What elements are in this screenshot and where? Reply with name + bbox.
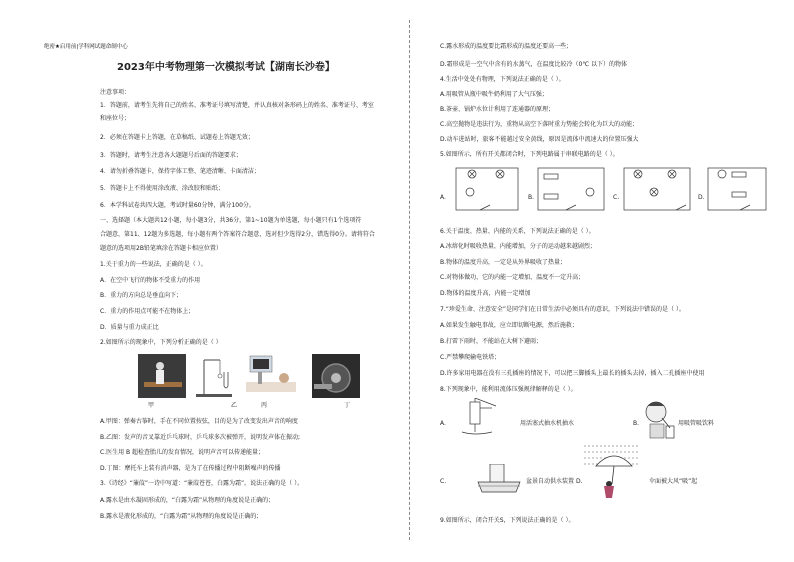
column-divider bbox=[409, 20, 410, 540]
q8-letter-a: A. bbox=[440, 420, 446, 427]
circuit-a-wire bbox=[456, 168, 518, 210]
q2-figures bbox=[138, 352, 360, 400]
note-3: 3．答题时，请考生注意各大题题号后面的答题要求； bbox=[100, 152, 242, 159]
note-4: 4．请勿折叠答题卡，保持字体工整、笔迹清晰、卡面清洁； bbox=[100, 168, 260, 175]
section1-line1: 一、选择题（本大题共12小题，每小题3分，共36分，第1~10题为单选题，每小题只有1个选项符 bbox=[100, 217, 362, 224]
guzheng-figure bbox=[138, 354, 186, 398]
note-1b: 和座位号； bbox=[100, 115, 131, 122]
q5-circuits bbox=[440, 160, 770, 216]
q8-letter-c: C. bbox=[440, 478, 447, 485]
q2-label-ding: 丁 bbox=[344, 402, 351, 409]
straw-figure bbox=[642, 398, 676, 440]
note-1a: 1．答题前，请考生先将自己的姓名、准考证号填写清楚，并认真核对条形码上的姓名、准考证号、考室 bbox=[100, 102, 374, 109]
umbrella-figure bbox=[582, 440, 642, 502]
pump-drawing bbox=[452, 398, 510, 438]
q4-stem: 4.生活中处处有物理，下列说法正确的是（ ）。 bbox=[440, 76, 565, 83]
q6-option-d: D.物体的温度升高，内能一定增加 bbox=[440, 290, 531, 297]
q7-option-a: A.如果发生触电事故，应立即切断电源，然后施救； bbox=[440, 322, 578, 329]
q1-option-d: D．质量与重力成正比 bbox=[100, 324, 159, 331]
q7-option-d: D.许多家用电器在没有三孔插座的情况下，可以把三脚插头上最长的插头去掉，插入二孔插座中使用 bbox=[440, 370, 705, 377]
q9-stem: 9.如图所示，闭合开关S，下列说法正确的是（ ）。 bbox=[440, 517, 575, 524]
q4-option-c: C.高空抛物是违法行为，重物从高空下落时重力势能会转化为巨大的动能； bbox=[440, 121, 639, 128]
q1-option-c: C．重力的作用点可能不在物体上； bbox=[100, 308, 195, 315]
tuning-fork-figure bbox=[196, 360, 232, 397]
q8-stem: 8.下列现象中，能利用流体压强规律解释的是（ ）。 bbox=[440, 386, 577, 393]
q7-option-b: B.打雷下雨时，不能站在大树下避雨； bbox=[440, 338, 543, 345]
q8-letter-b: B. bbox=[633, 420, 640, 427]
q7-option-c: C.严禁攀爬输电铁塔； bbox=[440, 354, 501, 361]
q8-option-c-text: 盆景自动供水装置 bbox=[526, 478, 575, 485]
q8-option-b-text: 用吸管吸饮料 bbox=[678, 420, 715, 427]
motorcycle-figure bbox=[312, 354, 360, 398]
header-secret: 绝密★启用前|学科网试题命制中心 bbox=[44, 44, 128, 50]
q2-label-jia: 甲 bbox=[148, 402, 155, 409]
q8-option-d-text: 伞面被大风“吸”起 bbox=[649, 478, 698, 485]
q3-option-b: B.露水是液化形成的，“白露为霜”从物理的角度说是正确的； bbox=[100, 513, 263, 520]
q5-letter-c: C. bbox=[613, 194, 620, 201]
note-5: 5．答题卡上不得使用涂改液、涂改胶和贴纸； bbox=[100, 185, 224, 192]
q4-option-b: B.茶壶、锅炉水位计利用了连通器的原理； bbox=[440, 106, 555, 113]
q2-label-bing: 丙 bbox=[261, 402, 268, 409]
q3-option-c: C.露水形成的温度要比霜形成的温度还要高一些； bbox=[440, 43, 573, 50]
q1-stem: 1.关于重力的一些说法，正确的是（ ）。 bbox=[100, 261, 207, 268]
ultrasound-figure bbox=[246, 356, 296, 392]
q2-figure-strip bbox=[138, 352, 360, 400]
q6-stem: 6.关于温度、热量、内能的关系，下列说法正确的是（ ）。 bbox=[440, 228, 595, 235]
q1-option-b: B．重力的方向总是垂直向下； bbox=[100, 292, 183, 299]
q1-option-a: A．在空中飞行的物体不受重力的作用 bbox=[100, 277, 201, 284]
q7-stem: 7.“珍爱生命、注意安全”是同学们在日常生活中必须具有的意识，下列说法中错误的是（ ）。 bbox=[440, 306, 685, 313]
page-title: 2023年中考物理第一次模拟考试【湖南长沙卷】 bbox=[117, 62, 335, 73]
q5-stem: 5.如图所示，所有开关都闭合时，下列电路属于串联电路的是（ ）。 bbox=[440, 151, 619, 158]
q2-option-d: D.丁图：摩托车上装有消声器，是为了在传播过程中阻断噪声的传播 bbox=[100, 465, 281, 472]
pump-figure bbox=[452, 398, 510, 438]
q3-option-d: D.霜形成是一空气中含有的水蒸气，在温度比较冷（0℃ 以下）的物体 bbox=[440, 61, 627, 68]
q5-letter-a: A. bbox=[440, 194, 446, 201]
notes-heading: 注意事项： bbox=[100, 89, 131, 96]
q3-stem: 3.《诗经》“蒹葭”一诗中写道：“蒹葭苍苍，白露为霜”。说法正确的是（ ）。 bbox=[100, 480, 304, 487]
q6-option-b: B.物体的温度升高，一定是从外界吸收了热量； bbox=[440, 259, 567, 266]
q8-option-a-text: 用活塞式抽水机抽水 bbox=[520, 420, 575, 427]
q5-circuit-strip bbox=[440, 160, 770, 216]
section1-line2: 合题意，第11、12题为多选题，每小题有两个答案符合题意，选对但少选得2分，错选得0分。请将符合 bbox=[100, 231, 375, 238]
q6-option-a: A.冰熔化时吸收热量，内能增加，分子的运动越来越剧烈； bbox=[440, 243, 596, 250]
note-6: 6．本学科试卷共四大题，考试时量60分钟，满分100分。 bbox=[100, 202, 255, 209]
q4-option-a: A.用吸管从瓶中吸牛奶利用了大气压强； bbox=[440, 91, 548, 98]
q4-option-d: D.动车进站时，旅客不能越过安全黄线，原因是流体中流速大的位置压强大 bbox=[440, 136, 639, 143]
q3-option-a: A.露水是由水凝固形成的，“白露为霜”从物理的角度说是正确的； bbox=[100, 497, 275, 504]
planter-figure bbox=[476, 464, 522, 494]
note-2: 2．必须在答题卡上答题，在草稿纸、试题卷上答题无效； bbox=[100, 134, 254, 141]
section1-line3: 题意的选项用2B铅笔填涂在答题卡相应位置） bbox=[100, 245, 222, 252]
q5-letter-b: B. bbox=[528, 194, 535, 201]
q2-option-a: A.甲图：弹奏古筝时，手在不同位置按弦，目的是为了改变发出声音的响度 bbox=[100, 418, 298, 425]
q2-option-c: C.医生用 B 超检查胎儿的发育情况，说明声音可以传递能量； bbox=[100, 449, 265, 456]
planter-drawing bbox=[476, 464, 522, 494]
straw-drawing bbox=[642, 398, 676, 440]
q2-stem: 2.如图所示的现象中，下列分析正确的是（ ） bbox=[100, 339, 222, 346]
q8-letter-d: D. bbox=[576, 478, 583, 485]
q5-letter-d: D. bbox=[698, 194, 705, 201]
q2-option-b: B.乙图：发声的音叉靠近乒乓球时，乒乓球多次被弹开，说明发声体在振动; bbox=[100, 434, 301, 441]
q2-label-yi: 乙 bbox=[231, 402, 238, 409]
q6-option-c: C.对物体做功，它的内能一定增加，温度不一定升高； bbox=[440, 274, 585, 281]
umbrella-drawing bbox=[582, 440, 642, 502]
